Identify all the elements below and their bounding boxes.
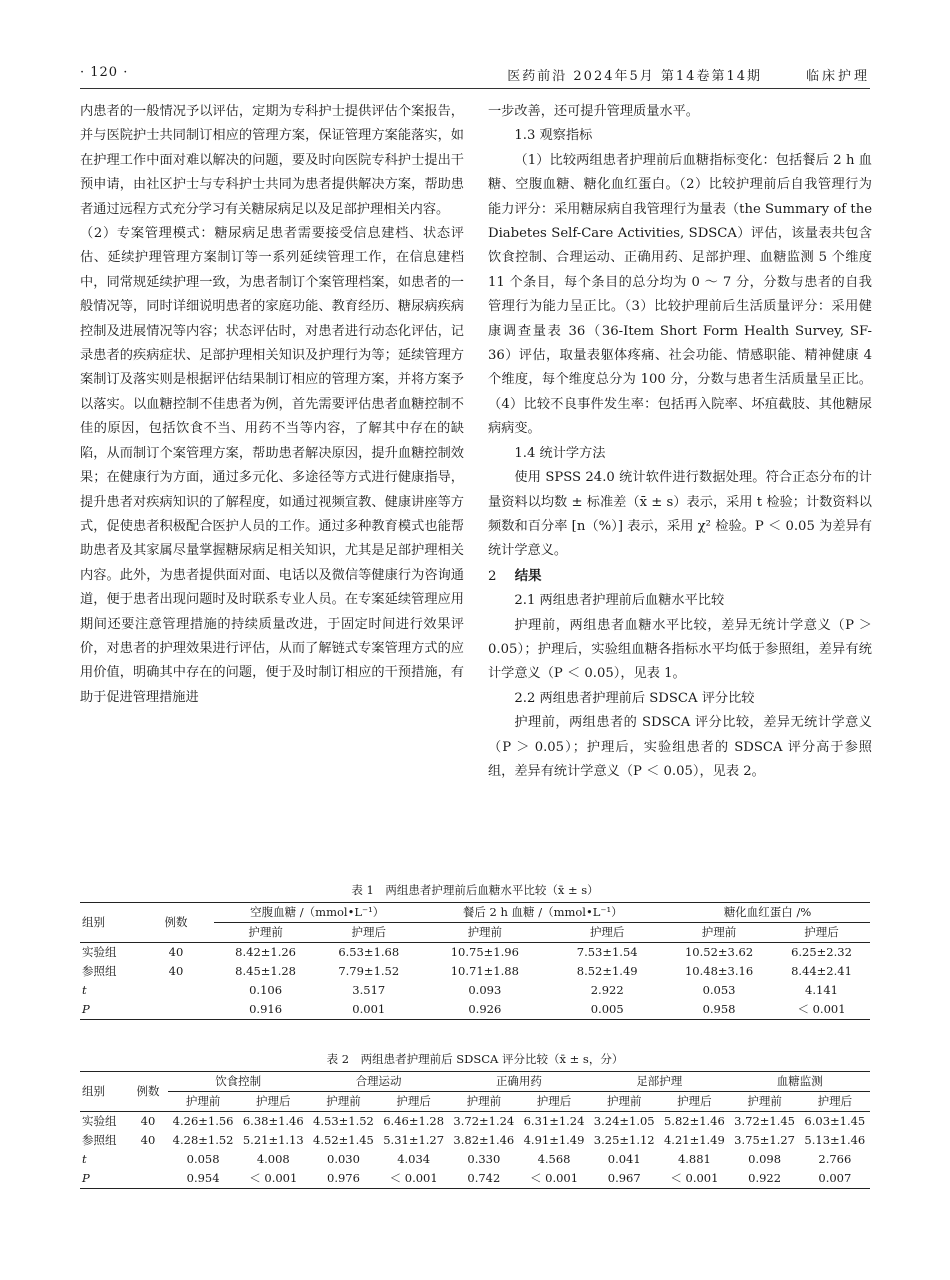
table-cell: 7.53±1.54 bbox=[576, 945, 638, 959]
table-cell: 3.75±1.27 bbox=[734, 1133, 796, 1147]
table1-row-t bbox=[80, 981, 870, 1000]
table2-subheader: 护理前 bbox=[449, 1092, 519, 1112]
table-cell: 0.001 bbox=[317, 1000, 420, 1020]
table-cell: 4.52±1.45 bbox=[313, 1133, 374, 1147]
paragraph-results-2-2: 护理前，两组患者的 SDSCA 评分比较，差异无统计学意义（P ＞ 0.05）；护理后，实验组患者的 SDSCA 评分高于参照组，差异有统计学意义（P ＜ 0.05），见表 2。 bbox=[488, 715, 872, 779]
table2-header-glucose: 血糖监测 bbox=[730, 1072, 871, 1092]
paragraph-continued-right: 一步改善，还可提升管理质量水平。 bbox=[488, 104, 699, 119]
table-cell: P bbox=[80, 1000, 138, 1020]
table-cell: 0.976 bbox=[308, 1169, 378, 1189]
table-cell: ＜ 0.001 bbox=[519, 1169, 589, 1189]
table-cell: 6.38±1.46 bbox=[242, 1114, 304, 1128]
table1-subheader: 护理前 bbox=[665, 923, 773, 943]
table-cell: 5.31±1.27 bbox=[383, 1133, 445, 1147]
table-cell: 4.008 bbox=[256, 1152, 290, 1166]
table-cell: 10.52±3.62 bbox=[684, 945, 754, 959]
table-cell: 实验组 bbox=[82, 1114, 117, 1128]
table-cell: 2.766 bbox=[818, 1152, 852, 1166]
table-cell: 6.25±2.32 bbox=[791, 945, 852, 959]
table-cell: 0.916 bbox=[214, 1000, 317, 1020]
page-header bbox=[80, 62, 870, 89]
table1-header-postprandial: 餐后 2 h 血糖 /（mmol•L⁻¹） bbox=[420, 903, 665, 923]
table-cell: 10.71±1.88 bbox=[450, 964, 519, 978]
table-cell: 5.82±1.46 bbox=[663, 1114, 725, 1128]
heading-2-2: 2.2 两组患者护理前后 SDSCA 评分比较 bbox=[514, 690, 755, 706]
table-cell: ＜ 0.001 bbox=[379, 1169, 449, 1189]
table1 bbox=[80, 902, 870, 1020]
paragraph-continued: 内患者的一般情况予以评估，定期为专科护士提供评估个案报告，并与医院护士共同制订相应的管理方案，保证管理方案能落实，如在护理工作中面对难以解决的问题，要及时向医院专科护士提出干预申请，由社区护士与专科护士共同为患者提供解决方案，帮助患者通过远程方式充分学习有关糖尿病足以及足部护理相关内容。 bbox=[80, 104, 464, 217]
left-column bbox=[80, 100, 464, 710]
table2-subheader: 护理后 bbox=[379, 1092, 449, 1112]
table-cell: 4.91±1.49 bbox=[523, 1133, 585, 1147]
table2-subheader: 护理前 bbox=[168, 1092, 238, 1112]
heading-2-title: 结果 bbox=[514, 567, 542, 584]
table-cell: 4.53±1.52 bbox=[313, 1114, 374, 1128]
table-cell: 6.46±1.28 bbox=[383, 1114, 445, 1128]
table-cell: 0.053 bbox=[702, 983, 736, 997]
table-cell: t bbox=[82, 983, 87, 997]
table-cell: 3.72±1.45 bbox=[734, 1114, 796, 1128]
table-cell: 5.13±1.46 bbox=[804, 1133, 866, 1147]
table1-header-hba1c: 糖化血红蛋白 /% bbox=[665, 903, 870, 923]
table2-row-p bbox=[80, 1169, 870, 1189]
right-column bbox=[488, 100, 872, 784]
table2-subheader: 护理前 bbox=[730, 1092, 800, 1112]
table2-subheader: 护理后 bbox=[238, 1092, 308, 1112]
table2-subheader: 护理前 bbox=[589, 1092, 659, 1112]
table-cell: 0.926 bbox=[420, 1000, 549, 1020]
table-cell: 4.26±1.56 bbox=[172, 1114, 234, 1128]
table-cell: 8.44±2.41 bbox=[791, 964, 852, 978]
table-cell: 4.28±1.52 bbox=[172, 1133, 234, 1147]
table-cell: 10.48±3.16 bbox=[684, 964, 754, 978]
table-cell: 6.31±1.24 bbox=[523, 1114, 585, 1128]
table1-row-p bbox=[80, 1000, 870, 1020]
table-cell bbox=[138, 1000, 214, 1020]
heading-2-number: 2 bbox=[488, 568, 497, 584]
paragraph-statistics: 使用 SPSS 24.0 统计软件进行数据处理。符合正态分布的计量资料以均数 ± 标准差（x̄ ± s）表示，采用 t 检验；计数资料以频数和百分率 [n（%）] 表示，采用 χ² 检验。P ＜ 0.05 为差异有统计学意义。 bbox=[488, 470, 872, 559]
table-cell: 6.03±1.45 bbox=[804, 1114, 866, 1128]
table-cell: 4.568 bbox=[537, 1152, 571, 1166]
table1-subheader: 护理后 bbox=[773, 923, 870, 943]
table1-subheader: 护理后 bbox=[549, 923, 665, 943]
table-cell: 40 bbox=[140, 1114, 156, 1128]
table2-header-n: 例数 bbox=[128, 1072, 168, 1112]
table-cell: ＜ 0.001 bbox=[659, 1169, 729, 1189]
table-cell: 40 bbox=[168, 945, 184, 959]
table-cell: 7.79±1.52 bbox=[338, 964, 400, 978]
table-cell: 3.25±1.12 bbox=[593, 1133, 655, 1147]
table-cell: 0.058 bbox=[186, 1152, 220, 1166]
table2-subheader: 护理后 bbox=[659, 1092, 729, 1112]
table-cell: 4.141 bbox=[805, 983, 838, 997]
table1-row-control bbox=[80, 962, 870, 981]
journal-info: 医药前沿 2024年5月 第14卷第14期 bbox=[507, 69, 762, 84]
table2-row-experimental bbox=[80, 1112, 870, 1132]
table-cell: 0.958 bbox=[665, 1000, 773, 1020]
heading-2-1: 2.1 两组患者护理前后血糖水平比较 bbox=[514, 593, 725, 609]
paragraph-case-management: （2）专案管理模式：糖尿病足患者需要接受信息建档、状态评估、延续护理管理方案制订等一系列延续管理工作，在信息建档中，同常规延续护理一致，为患者制订个案管理档案，如患者的一般情况等，同时详细说明患者的家庭功能、教育经历、糖尿病疾病控制及进展情况等内容；状态评估时，对患者进行动态化评估，记录患者的疾病症状、足部护理相关知识及护理行为等；延续管理方案制订及落实则是根据评估结果制订相应的管理方案，并将方案予以落实。以血糖控制不佳患者为例，首先需要评估患者血糖控制不佳的原因，包括饮食不当、用药不当等内容，了解其中存在的缺陷，从而制订个案管理方案，帮助患者解决原因，提升血糖控制效果；在健康行为方面，通过多元化、多途径等方式进行健康指导，提升患者对疾病知识的了解程度，如通过视频宣教、健康讲座等方式，促使患者积极配合医护人员的工作。通过多种教育模式也能帮助患者及其家属尽量掌握糖尿病足相关知识，尤其是足部护理相关内容。此外，为患者提供面对面、电话以及微信等健康行为咨询通道，便于患者出现问题时及时联系专业人员。在专案延续管理应用期间还要注意管理措施的持续质量改进，于固定时间进行效果评价，对患者的护理效果进行评估，从而了解链式专案管理方式的应用价值，明确其中存在的问题，便于及时制订相应的干预措施，有助于促进管理措施进 bbox=[80, 226, 464, 705]
heading-2 bbox=[488, 564, 872, 589]
table-cell: 4.881 bbox=[677, 1152, 711, 1166]
heading-1-3: 1.3 观察指标 bbox=[514, 128, 593, 144]
section-name: 临床护理 bbox=[805, 69, 870, 84]
table1-header-fasting: 空腹血糖 /（mmol•L⁻¹） bbox=[214, 903, 420, 923]
table-cell bbox=[128, 1169, 168, 1189]
table-cell: 0.967 bbox=[589, 1169, 659, 1189]
table2-header-footcare: 足部护理 bbox=[589, 1072, 729, 1092]
paragraph-observation: （1）比较两组患者护理前后血糖指标变化：包括餐后 2 h 血糖、空腹血糖、糖化血红蛋白。（2）比较护理前后自我管理行为能力评分：采用糖尿病自我管理行为量表（the Summary of the Diabetes Self-Care Activities, SDSCA）评估，该量表共包含饮食控制、合理运动、正确用药、足部护理、血糖监测 5 个维度 11 个条目，每个条目的总分均为 0 ～ 7 分，分数与患者的自我管理行为能力呈正比。（3）比较护理前后生活质量评分：采用健康调查量表 36（36-Item Short Form Health Survey, SF-36）评估，取量表躯体疼痛、社会功能、情感职能、精神健康 4 个维度，每个维度总分为 100 分，分数与患者生活质量呈正比。（4）比较不良事件发生率：包括再入院率、坏疽截肢、其他糖尿病病变。 bbox=[488, 152, 872, 437]
table-cell: 0.330 bbox=[467, 1152, 501, 1166]
table2-row-control bbox=[80, 1131, 870, 1150]
table-cell: 0.742 bbox=[449, 1169, 519, 1189]
table-cell: 实验组 bbox=[82, 945, 117, 959]
table-cell: 5.21±1.13 bbox=[242, 1133, 304, 1147]
table-cell: 参照组 bbox=[82, 1133, 117, 1147]
table2-header-exercise: 合理运动 bbox=[308, 1072, 448, 1092]
table-cell bbox=[128, 1150, 168, 1169]
table-cell bbox=[138, 981, 214, 1000]
table2-subheader: 护理后 bbox=[800, 1092, 870, 1112]
table-cell: t bbox=[82, 1152, 87, 1166]
paragraph-results-2-1: 护理前，两组患者血糖水平比较，差异无统计学意义（P ＞ 0.05）；护理后，实验组血糖各指标水平均低于参照组，差异有统计学意义（P ＜ 0.05），见表 1。 bbox=[488, 617, 872, 682]
table-cell: ＜ 0.001 bbox=[238, 1169, 308, 1189]
table2-header-group: 组别 bbox=[80, 1072, 128, 1112]
table-cell: 3.72±1.24 bbox=[453, 1114, 515, 1128]
table2-subheader: 护理前 bbox=[308, 1092, 378, 1112]
page-number: · 120 · bbox=[80, 65, 129, 80]
table1-caption: 表 1 两组患者护理前后血糖水平比较（x̄ ± s） bbox=[351, 883, 599, 897]
table-cell: ＜ 0.001 bbox=[773, 1000, 870, 1020]
table1-header-group: 组别 bbox=[80, 903, 138, 943]
table1-header-n: 例数 bbox=[138, 903, 214, 943]
table-cell: 40 bbox=[140, 1133, 156, 1147]
table2 bbox=[80, 1071, 870, 1189]
table2-caption: 表 2 两组患者护理前后 SDSCA 评分比较（x̄ ± s，分） bbox=[326, 1052, 624, 1066]
table-cell: 2.922 bbox=[590, 983, 624, 997]
table2-header-medication: 正确用药 bbox=[449, 1072, 589, 1092]
table1-subheader: 护理后 bbox=[317, 923, 420, 943]
table1-subheader: 护理前 bbox=[214, 923, 317, 943]
table-cell: 参照组 bbox=[82, 964, 117, 978]
table-cell: 40 bbox=[168, 964, 184, 978]
table-cell: 3.82±1.46 bbox=[453, 1133, 515, 1147]
table-cell: 8.52±1.49 bbox=[576, 964, 638, 978]
table-cell: 0.954 bbox=[168, 1169, 238, 1189]
table-cell: 0.005 bbox=[549, 1000, 665, 1020]
table2-subheader: 护理后 bbox=[519, 1092, 589, 1112]
table-cell: 0.922 bbox=[730, 1169, 800, 1189]
table-cell: 8.45±1.28 bbox=[235, 964, 297, 978]
table-cell: 0.098 bbox=[748, 1152, 782, 1166]
table-cell: 3.24±1.05 bbox=[593, 1114, 655, 1128]
table-cell: 4.21±1.49 bbox=[663, 1133, 725, 1147]
table2-header-diet: 饮食控制 bbox=[168, 1072, 308, 1092]
heading-1-4: 1.4 统计学方法 bbox=[514, 445, 606, 461]
table-cell: 8.42±1.26 bbox=[235, 945, 297, 959]
table-cell: 0.093 bbox=[468, 983, 502, 997]
table-cell: 6.53±1.68 bbox=[338, 945, 400, 959]
table-cell: 10.75±1.96 bbox=[450, 945, 519, 959]
table-cell: 0.030 bbox=[327, 1152, 360, 1166]
table-cell: 4.034 bbox=[397, 1152, 431, 1166]
table-cell: P bbox=[80, 1169, 128, 1189]
table-cell: 0.041 bbox=[607, 1152, 641, 1166]
table2-row-t bbox=[80, 1150, 870, 1169]
table-cell: 0.106 bbox=[249, 983, 283, 997]
table-cell: 3.517 bbox=[352, 983, 386, 997]
table-cell: 0.007 bbox=[800, 1169, 870, 1189]
table1-subheader: 护理前 bbox=[420, 923, 549, 943]
table1-row-experimental bbox=[80, 943, 870, 963]
